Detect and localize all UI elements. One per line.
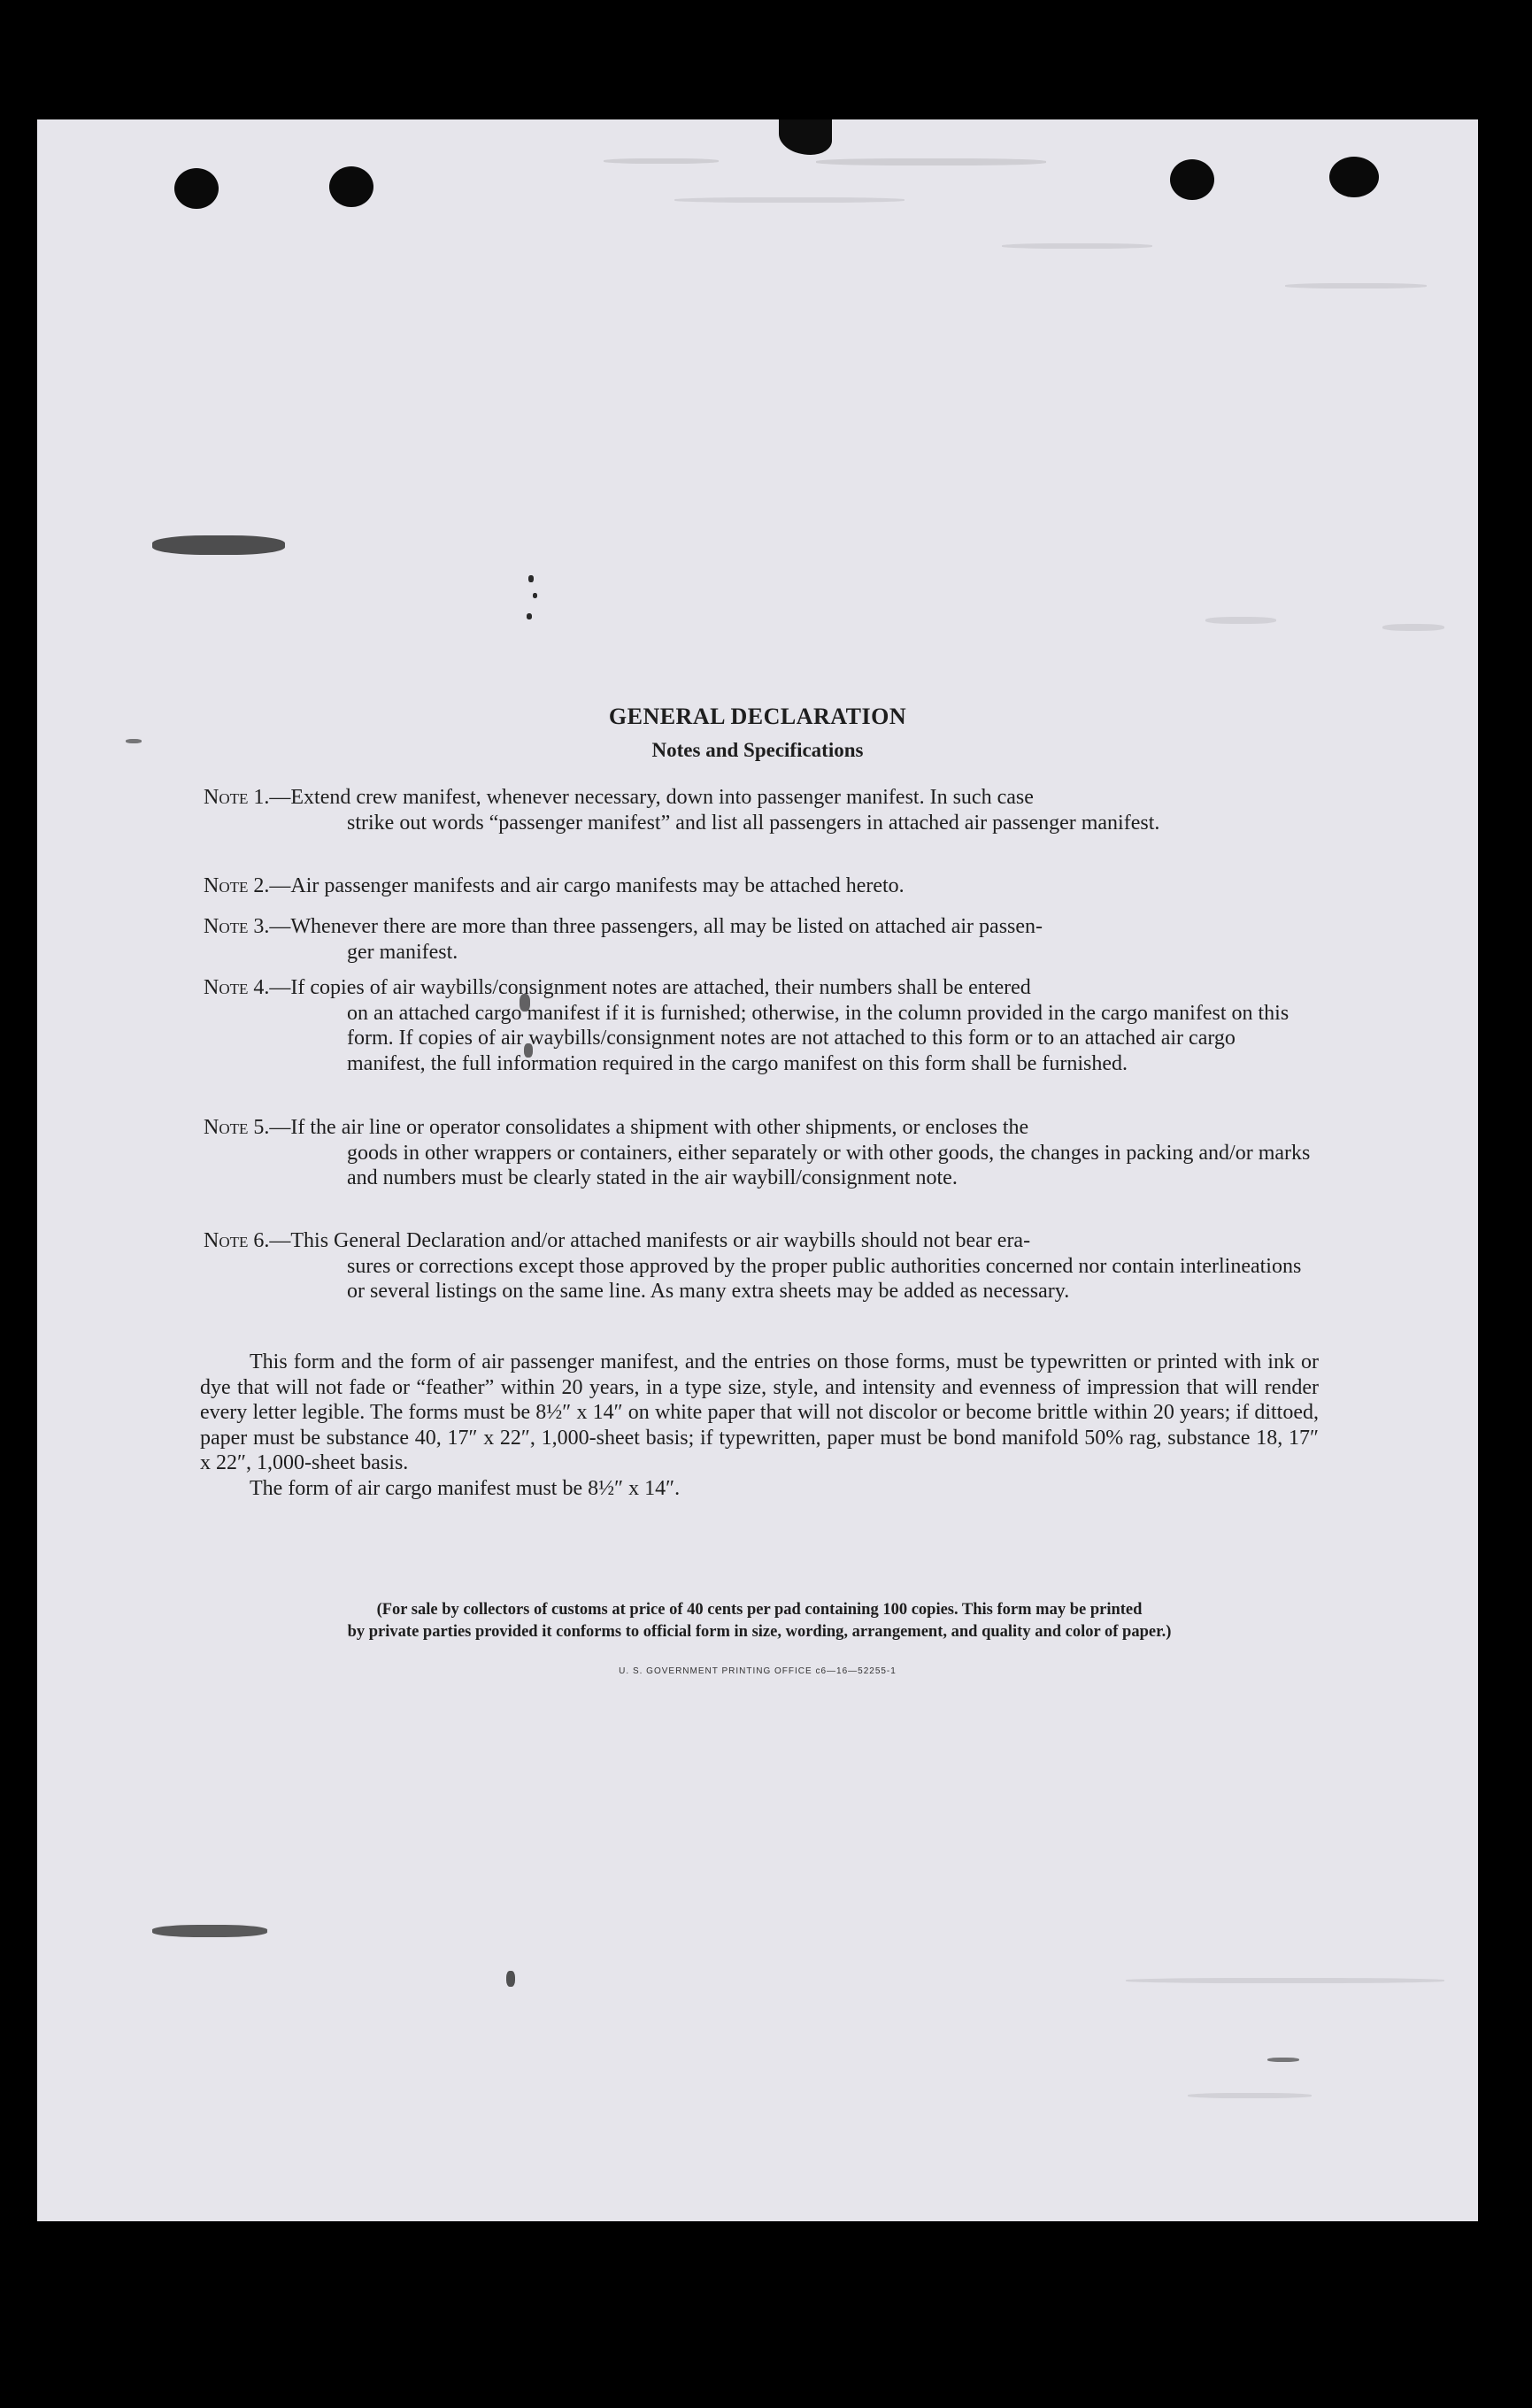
note-continuation: sures or corrections except those approved by the proper public authorities concerned nor contain interlineations or several listings on the same line. As many extra sheets may be added as necessary. (347, 1254, 1302, 1303)
sale-note-line-2: by private parties provided it conforms to official form in size, wording, arrangement, and quality and color of paper.) (347, 1623, 1172, 1641)
note-6 (204, 1228, 1317, 1304)
note-4 (204, 975, 1317, 1076)
note-continuation: on an attached cargo manifest if it is furnished; otherwise, in the column provided in the cargo manifest on this form. If copies of air waybills/consignment notes are not attached to this form or to an attached air cargo manifest, the full information required in the cargo manifest on this form shall be furnished. (347, 1001, 1289, 1075)
note-continuation: ger manifest. (347, 940, 458, 964)
note-1 (204, 785, 1317, 835)
note-label: Note 3. (204, 915, 270, 938)
note-text: —Extend crew manifest, whenever necessary, down into passenger manifest. In such case (269, 786, 1034, 809)
punch-hole-center-left (329, 166, 373, 207)
note-text: —If copies of air waybills/consignment notes are attached, their numbers shall be entered (269, 976, 1031, 999)
page-subtitle: Notes and Specifications (651, 739, 864, 761)
note-continuation: goods in other wrappers or containers, either separately or with other goods, the changes in packing and/or marks and numbers must be clearly stated in the air waybill/consignment note. (347, 1141, 1311, 1189)
note-label: Note 4. (204, 976, 270, 999)
tear-mark (779, 119, 832, 155)
punch-hole-left (174, 168, 219, 209)
note-continuation: strike out words “passenger manifest” and list all passengers in attached air passenger manifest. (347, 811, 1160, 835)
sale-note-line-1: (For sale by collectors of customs at price of 40 cents per pad containing 100 copies. This form may be printed (376, 1601, 1143, 1619)
note-label: Note 2. (204, 874, 270, 897)
note-label: Note 6. (204, 1229, 270, 1252)
note-text: —Whenever there are more than three passengers, all may be listed on attached air passen- (269, 915, 1043, 938)
note-label: Note 1. (204, 786, 270, 809)
document-page (37, 119, 1478, 2221)
punch-hole-right (1170, 159, 1214, 200)
punch-hole-far-right (1329, 157, 1379, 197)
note-5 (204, 1115, 1317, 1191)
printer-imprint: U. S. GOVERNMENT PRINTING OFFICE c6—16—52255-1 (619, 1666, 897, 1676)
cargo-manifest-size-paragraph: The form of air cargo manifest must be 8½″ x 14″. (250, 1477, 681, 1500)
note-text: —Air passenger manifests and air cargo manifests may be attached hereto. (269, 874, 905, 897)
note-label: Note 5. (204, 1116, 270, 1139)
note-text: —This General Declaration and/or attached manifests or air waybills should not bear era- (269, 1229, 1031, 1252)
note-2 (204, 873, 1317, 899)
specification-paragraph: This form and the form of air passenger manifest, and the entries on those forms, must be typewritten or printed with ink or dye that will not fade or “feather” within 20 years, in a type size, style, and intensity and evenness of impression that will render every letter legible. The forms must be 8½″ x 14″ on white paper that will not discolor or become brittle within 20 years; if dittoed, paper must be substance 40, 17″ x 22″, 1,000-sheet basis; if typewritten, paper must be bond manifold 50% rag, substance 18, 17″ x 22″, 1,000-sheet basis. (200, 1350, 1319, 1474)
page-title: GENERAL DECLARATION (608, 704, 907, 729)
note-3 (204, 914, 1317, 965)
note-text: —If the air line or operator consolidates a shipment with other shipments, or encloses the (269, 1116, 1029, 1139)
